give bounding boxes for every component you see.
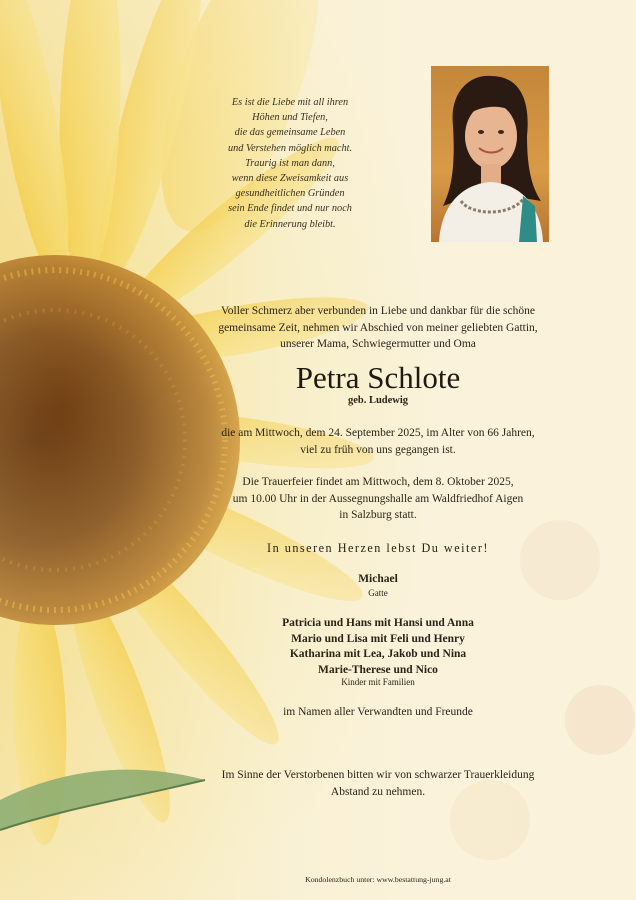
memorial-quote [170,95,410,232]
spouse-name: Michael [358,573,398,585]
portrait-photo [431,66,549,242]
family-line: Katharina mit Lea, Jakob und Nina [289,648,467,660]
quote-line: gesundheitlichen Gründen [235,188,345,200]
dress-request [170,767,586,800]
relatives-line: im Namen aller Verwandten und Freunde [283,706,473,718]
spouse-role: Gatte [368,588,388,598]
intro-line: unserer Mama, Schwiegermutter und Oma [280,338,476,350]
ceremony-notice [170,474,586,524]
death-line: die am Mittwoch, dem 24. September 2025, im Alter von 66 Jahren, [221,427,535,439]
intro-text [170,303,586,353]
intro-line: Voller Schmerz aber verbunden in Liebe und dankbar für die schöne [220,305,535,317]
family-line: Patricia und Hans mit Hansi und Anna [282,617,474,629]
quote-line: die das gemeinsame Leben [234,127,346,139]
deceased-name: Petra Schlote [295,360,461,395]
quote-line: und Verstehen möglich macht. [227,142,353,154]
quote-line: Es ist die Liebe mit all ihren [231,97,349,108]
death-line: viel zu früh von uns gegangen ist. [300,443,456,456]
request-line: Abstand zu nehmen. [330,785,426,798]
quote-line: Traurig ist man dann, [245,157,335,169]
death-notice [170,425,586,458]
quote-line: sein Ende findet und nur noch [228,203,352,215]
ceremony-line: um 10.00 Uhr in der Aussegnungshalle am Waldfriedhof Aigen [232,492,524,505]
condolence-footer: Kondolenzbuch unter: www.bestattung-jung.at [305,875,451,884]
maiden-name: geb. Ludewig [347,395,409,406]
quote-line: Höhen und Tiefen, [252,112,328,124]
ceremony-line: in Salzburg statt. [339,509,417,521]
family-line: Marie-Therese und Nico [318,663,438,676]
ceremony-line: Die Trauerfeier findet am Mittwoch, dem 8. Oktober 2025, [242,476,514,488]
request-line: Im Sinne der Verstorbenen bitten wir von schwarzer Trauerkleidung [221,769,535,781]
heart-line: In unseren Herzen lebst Du weiter! [267,541,489,555]
intro-line: gemeinsame Zeit, nehmen wir Abschied von meiner geliebten Gattin, [218,321,538,334]
quote-line: wenn diese Zweisamkeit aus [231,173,349,185]
family-list [170,616,586,678]
portrait-image [431,66,549,242]
quote-line: die Erinnerung bleibt. [244,218,336,230]
family-line: Mario und Lisa mit Feli und Henry [291,632,465,645]
family-role: Kinder mit Familien [341,677,415,687]
